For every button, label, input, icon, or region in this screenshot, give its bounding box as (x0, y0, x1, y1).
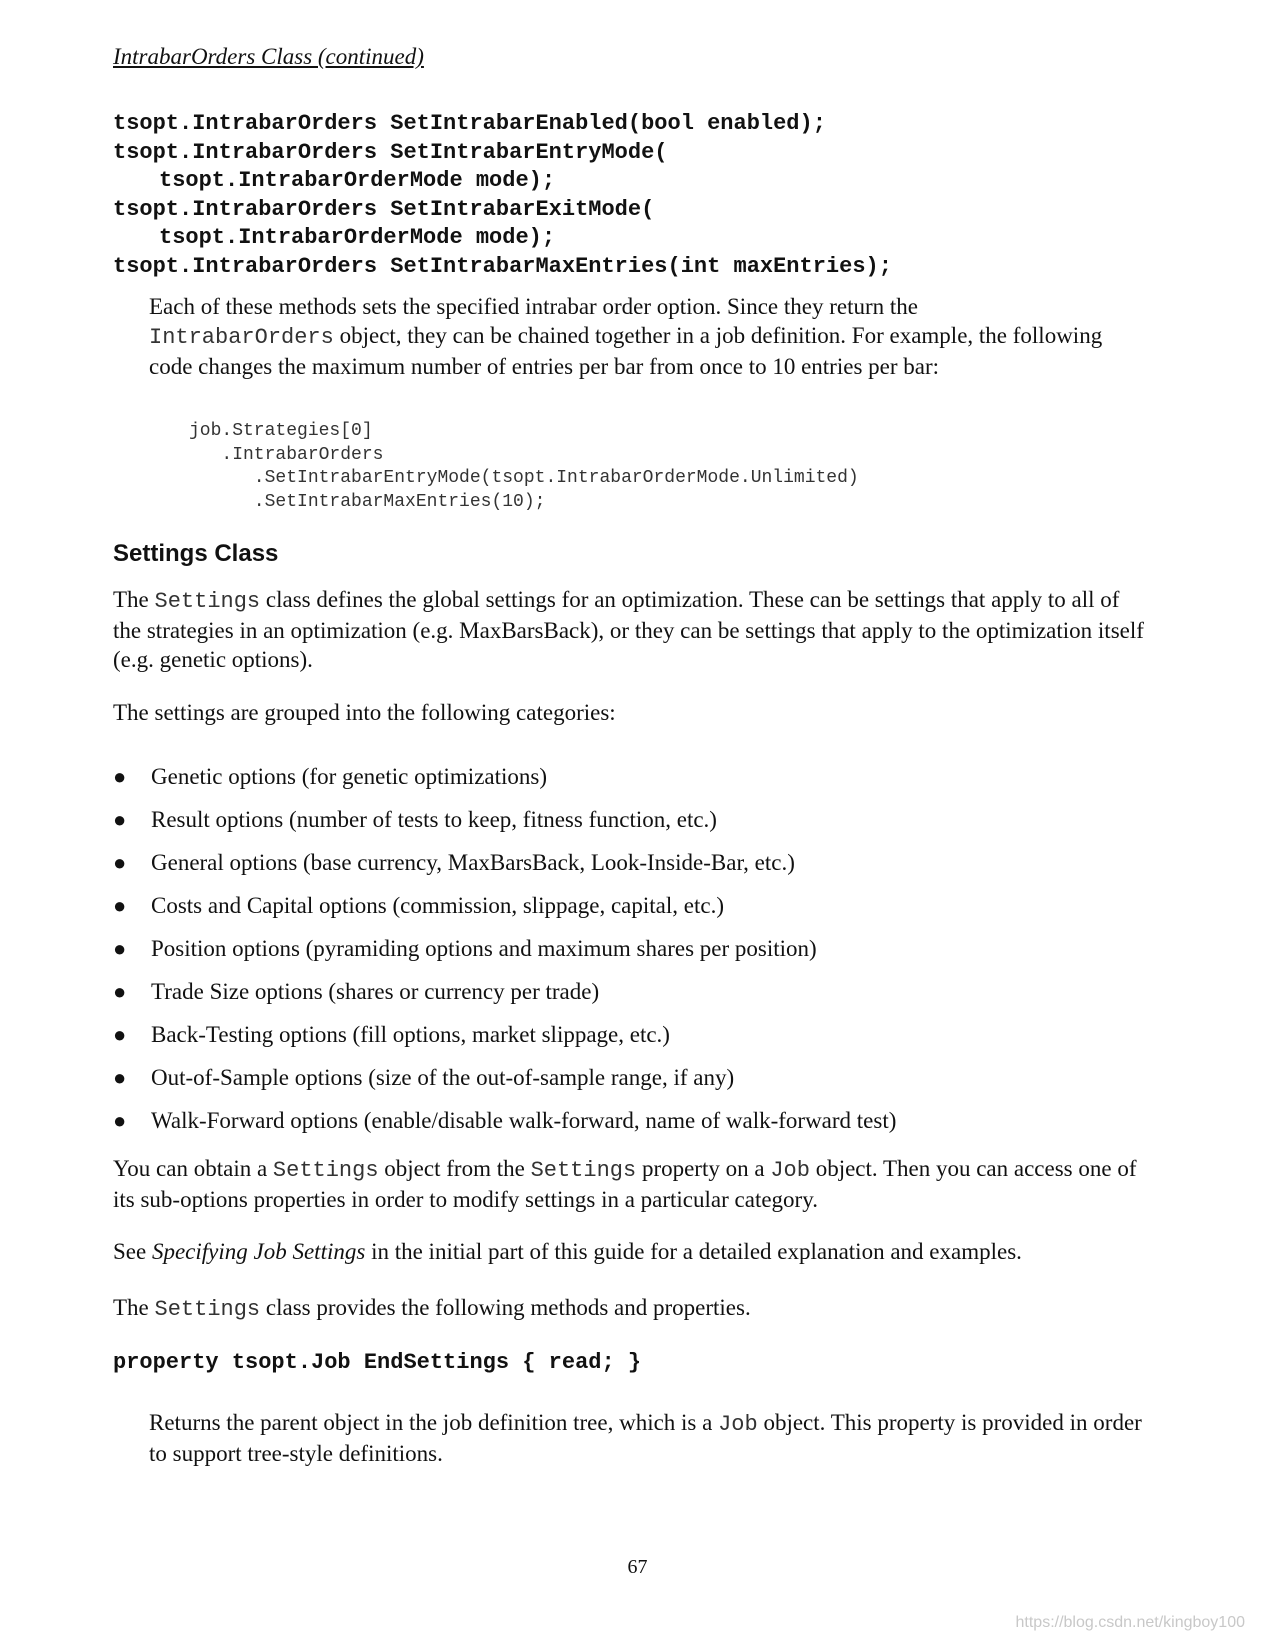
code-example (189, 420, 859, 514)
inline-code: Settings (154, 1297, 261, 1322)
cross-reference: Specifying Job Settings (151, 1239, 366, 1264)
section-heading: Settings Class (113, 540, 279, 567)
bullet-icon: ● (113, 1108, 127, 1133)
bullet-icon: ● (113, 1022, 127, 1047)
signature-line: tsopt.IntrabarOrderMode mode); (159, 168, 556, 193)
methods-description: Each of these methods sets the specified intrabar order option. Since they return the IntrabarOrders object, they can be chained together in a job definition. For example, the following code changes the maximum number of entries per bar from once to 10 entries per bar: (149, 294, 1103, 379)
inline-code: Settings (530, 1158, 637, 1183)
list-item: ● General options (base currency, MaxBarsBack, Look-Inside-Bar, etc.) (113, 850, 795, 875)
property-signature: property tsopt.Job EndSettings { read; } (113, 1350, 642, 1375)
provides-paragraph: The Settings class provides the following methods and properties. (113, 1295, 751, 1322)
watermark: https://blog.csdn.net/kingboy100 (1015, 1614, 1245, 1631)
signature-line: tsopt.IntrabarOrders SetIntrabarEntryMode( (113, 139, 668, 165)
inline-code: IntrabarOrders (149, 325, 334, 350)
bullet-icon: ● (113, 850, 127, 875)
inline-code: Settings (272, 1158, 379, 1183)
signature-line: tsopt.IntrabarOrderMode mode); (159, 225, 556, 250)
inline-code: Job (718, 1412, 758, 1437)
page-number: 67 (627, 1556, 648, 1578)
list-item: ● Walk-Forward options (enable/disable walk-forward, name of walk-forward test) (113, 1108, 897, 1133)
list-item: ● Trade Size options (shares or currency per trade) (113, 979, 600, 1004)
bullet-icon: ● (113, 979, 127, 1004)
code-line: .SetIntrabarMaxEntries(10); (189, 491, 546, 512)
running-head: IntrabarOrders Class (continued) (113, 44, 424, 69)
method-signatures (113, 110, 892, 281)
see-also-paragraph: See Specifying Job Settings in the initial part of this guide for a detailed explanation and examples. (113, 1239, 1022, 1264)
settings-intro: The Settings class defines the global settings for an optimization. These can be settings that apply to all of the strategies in an optimization (e.g. MaxBarsBack), or they can be settings that apply to the optimization itself (e.g. genetic options). (113, 587, 1144, 672)
bullet-icon: ● (113, 936, 127, 961)
code-line: .SetIntrabarEntryMode(tsopt.IntrabarOrderMode.Unlimited) (189, 468, 859, 488)
bullet-icon: ● (113, 893, 127, 918)
categories-intro: The settings are grouped into the following categories: (113, 700, 616, 725)
signature-line: tsopt.IntrabarOrders SetIntrabarExitMode( (113, 196, 655, 222)
code-line: .IntrabarOrders (189, 444, 384, 465)
list-item: ● Result options (number of tests to keep, fitness function, etc.) (113, 807, 717, 832)
list-item: ● Genetic options (for genetic optimizations) (113, 764, 547, 789)
property-description: Returns the parent object in the job definition tree, which is a Job object. This property is provided in order to support tree-style definitions. (149, 1410, 1142, 1466)
bullet-icon: ● (113, 1065, 127, 1090)
inline-code: Job (770, 1158, 810, 1183)
list-item: ● Out-of-Sample options (size of the out-of-sample range, if any) (113, 1065, 735, 1090)
obtain-settings-paragraph: You can obtain a Settings object from the Settings property on a Job object. Then you can access one of its sub-options properties in order to modify settings in a particular category. (113, 1156, 1137, 1212)
bullet-icon: ● (113, 807, 127, 832)
signature-line: tsopt.IntrabarOrders SetIntrabarMaxEntries(int maxEntries); (113, 253, 892, 279)
list-item: ● Costs and Capital options (commission, slippage, capital, etc.) (113, 893, 724, 918)
signature-line: tsopt.IntrabarOrders SetIntrabarEnabled(bool enabled); (113, 111, 826, 136)
inline-code: Settings (154, 589, 261, 614)
categories-list (113, 762, 896, 1149)
list-item: ● Position options (pyramiding options and maximum shares per position) (113, 936, 817, 961)
code-line: job.Strategies[0] (189, 421, 373, 441)
bullet-icon: ● (113, 764, 127, 789)
list-item: ● Back-Testing options (fill options, market slippage, etc.) (113, 1022, 670, 1047)
